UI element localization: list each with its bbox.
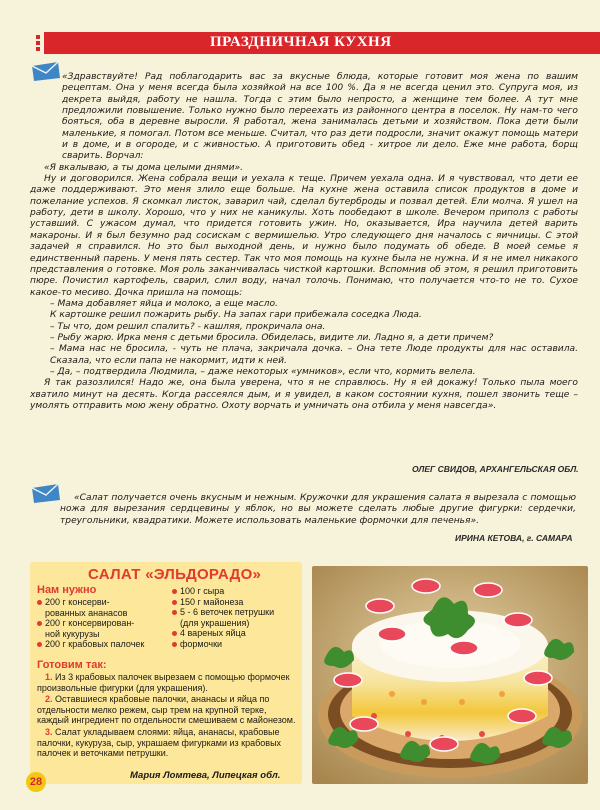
letter-signature: ИРИНА КЕТОВА, г. САМАРА xyxy=(455,533,573,543)
method-steps xyxy=(37,672,299,760)
ingredient-item: ной кукурузы xyxy=(45,628,100,639)
ingredient-item: 200 г консерви- xyxy=(37,597,172,608)
salad-photo xyxy=(312,566,588,784)
ingredient-item: (для украшения) xyxy=(180,617,250,628)
letter-paragraph: Я так разозлился! Надо же, она была уверена, что я не справлюсь. Ну я ей докажу! Только пыла моего хватило минут на десять. Когда рассеялся дым, и я увидел, в каком состоянии кухня, пошел звонить теще – умолять отправить мою жену обратно. Охоту ворчать и умничать она отбила у меня навсегда». xyxy=(30,378,578,411)
ingredients-heading: Нам нужно xyxy=(37,584,97,596)
step-number: 2. xyxy=(45,694,53,705)
recipe-author: Мария Ломтева, Липецкая обл. xyxy=(130,770,281,781)
ingredient-item: 200 г крабовых палочек xyxy=(37,639,172,650)
ingredients-list-left xyxy=(37,597,172,650)
method-step xyxy=(37,694,299,726)
ingredient-item: 200 г консервирован- xyxy=(37,618,172,629)
section-title: ПРАЗДНИЧНАЯ КУХНЯ xyxy=(210,34,392,50)
step-number: 1. xyxy=(45,672,53,682)
reader-letter xyxy=(30,72,578,412)
dialogue-line: – Да, – подтвердила Людмила, – даже некоторых «умников», если что, кормить велела. xyxy=(50,366,476,377)
ingredient-item: 150 г майонеза xyxy=(172,597,300,608)
letter-paragraph: «Салат получается очень вкусным и нежным. Кружочки для украшения салата я вырезала с помощью ножа для вырезания сердцевины у яблок, но вы можете сделать любые другие фигурки: сердечки, треугольники, квадратики. Можете использовать маленькие формочки для печенья». xyxy=(60,493,576,526)
ingredients-list-right xyxy=(172,586,300,650)
envelope-icon xyxy=(30,482,62,504)
letter-paragraph: К картошке решил пожарить рыбу. На запах гари прибежала соседка Люда. xyxy=(50,310,422,321)
dialogue-line: – Ты что, дом решил спалить? - кашляя, прокричала она. xyxy=(50,321,326,332)
recipe-title: САЛАТ «ЭЛЬДОРАДО» xyxy=(88,566,262,583)
banner-dots xyxy=(36,35,42,51)
letter-signature: ОЛЕГ СВИДОВ, АРХАНГЕЛЬСКАЯ ОБЛ. xyxy=(412,464,579,474)
dialogue-line: – Мама нас не бросила, - чуть не плача, закричала дочка. – Она тете Люде продукты для нас оставила. Сказала, что если папа не накормит, идти к ней. xyxy=(50,344,578,366)
ingredient-item: 5 - 6 веточек петрушки xyxy=(172,607,300,618)
ingredient-item: 4 вареных яйца xyxy=(172,628,300,639)
letter-paragraph: Ну и договорился. Жена собрала вещи и уехала к теще. Причем уехала одна. И я чувствовал, что дети ее даже поддерживают. Это меня злило еще больше. На кухне жена оставила список продуктов в доме и пожелание успехов. Я скомкал листок, заварил чай, сделал бутерброды и позвал детей. Ели молча. Я ушел на работу, дети в школу. Хорошо, что у них не каникулы. Хоть пообедают в школе. Вечером приполз с работы уставший. С ужасом думал, что придется готовить ужин. Но, оказывается, Ира научила детей варить макароны. И я был безумно рад сосискам с вермишелью. Утро следующего дня началось с яичницы. С этой задачей я справился. Но это был выходной день, и нужно было подумать об обеде. В моей семье я единственный парень. У меня пять сестер. Так что моя помощь на кухне была не нужна. И я не имел никакого представления о готовке. Моя роль заканчивалась чисткой картошки. Вспомнив об этом, я решил приготовить пюре. Почистил картофель, сварил, слил воду, начал толочь. Понимаю, что получается что-то не то. Сухое какое-то месиво. Дочка пришла на помощь: xyxy=(30,174,578,298)
method-step xyxy=(37,727,299,759)
letter-paragraph: «Я вкалываю, а ты дома целыми днями». xyxy=(44,162,244,173)
letter-paragraph: «Здравствуйте! Рад поблагодарить вас за вкусные блюда, которые готовит моя жена по вашим рецептам. Она у меня всегда была хозяйкой на все 100 %. Да я не всегда ценил это. Супруга моя, из декрета выйдя, работу не нашла. Тогда с этим было непросто, а женщине тем более. А тут мне предложили повышение. Только нужно было переехать из районного центра в поселок. Ну нам-то чего бояться, оба в деревне выросли. Я работал, жена занималась детьми и хозяйством. Пока дети были маленькие, я помогал. Потом все меньше. Считал, что раз дети подросли, значит окажут помощь матери и в доме, и в огороде, и с живностью. А приготовить обед - хитрое ли дело. Еже мне работа, борщ сварить. Ворчал: xyxy=(62,72,578,162)
method-heading: Готовим так: xyxy=(37,659,107,671)
dialogue-line: – Мама добавляет яйца и молоко, а еще масло. xyxy=(50,298,278,309)
ingredient-item: 100 г сыра xyxy=(172,586,300,597)
method-step xyxy=(37,672,299,693)
step-text: Салат укладываем слоями: яйца, ананасы, крабовые палочки, кукуруза, сыр, украшаем фигурками из крабовых палочек и веточками петрушки. xyxy=(37,726,282,759)
ingredient-item: формочки xyxy=(172,639,300,650)
page-number: 28 xyxy=(26,772,46,792)
ingredient-item: рованных ананасов xyxy=(45,607,128,618)
dialogue-line: – Рыбу жарю. Ирка меня с детьми бросила. Обиделась, видите ли. Ладно я, а дети причем? xyxy=(50,332,494,343)
step-text: Из 3 крабовых палочек вырезаем с помощью формочек произвольные фигурки (для украшения). xyxy=(37,672,290,693)
recipe-intro-letter xyxy=(60,493,576,527)
step-number: 3. xyxy=(45,726,53,737)
step-text: Оставшиеся крабовые палочки, ананасы и яйца по отдельности мелко режем, сыр трем на крупной терке, каждый ингредиент по отдельности смешиваем с майонезом. xyxy=(37,694,296,726)
